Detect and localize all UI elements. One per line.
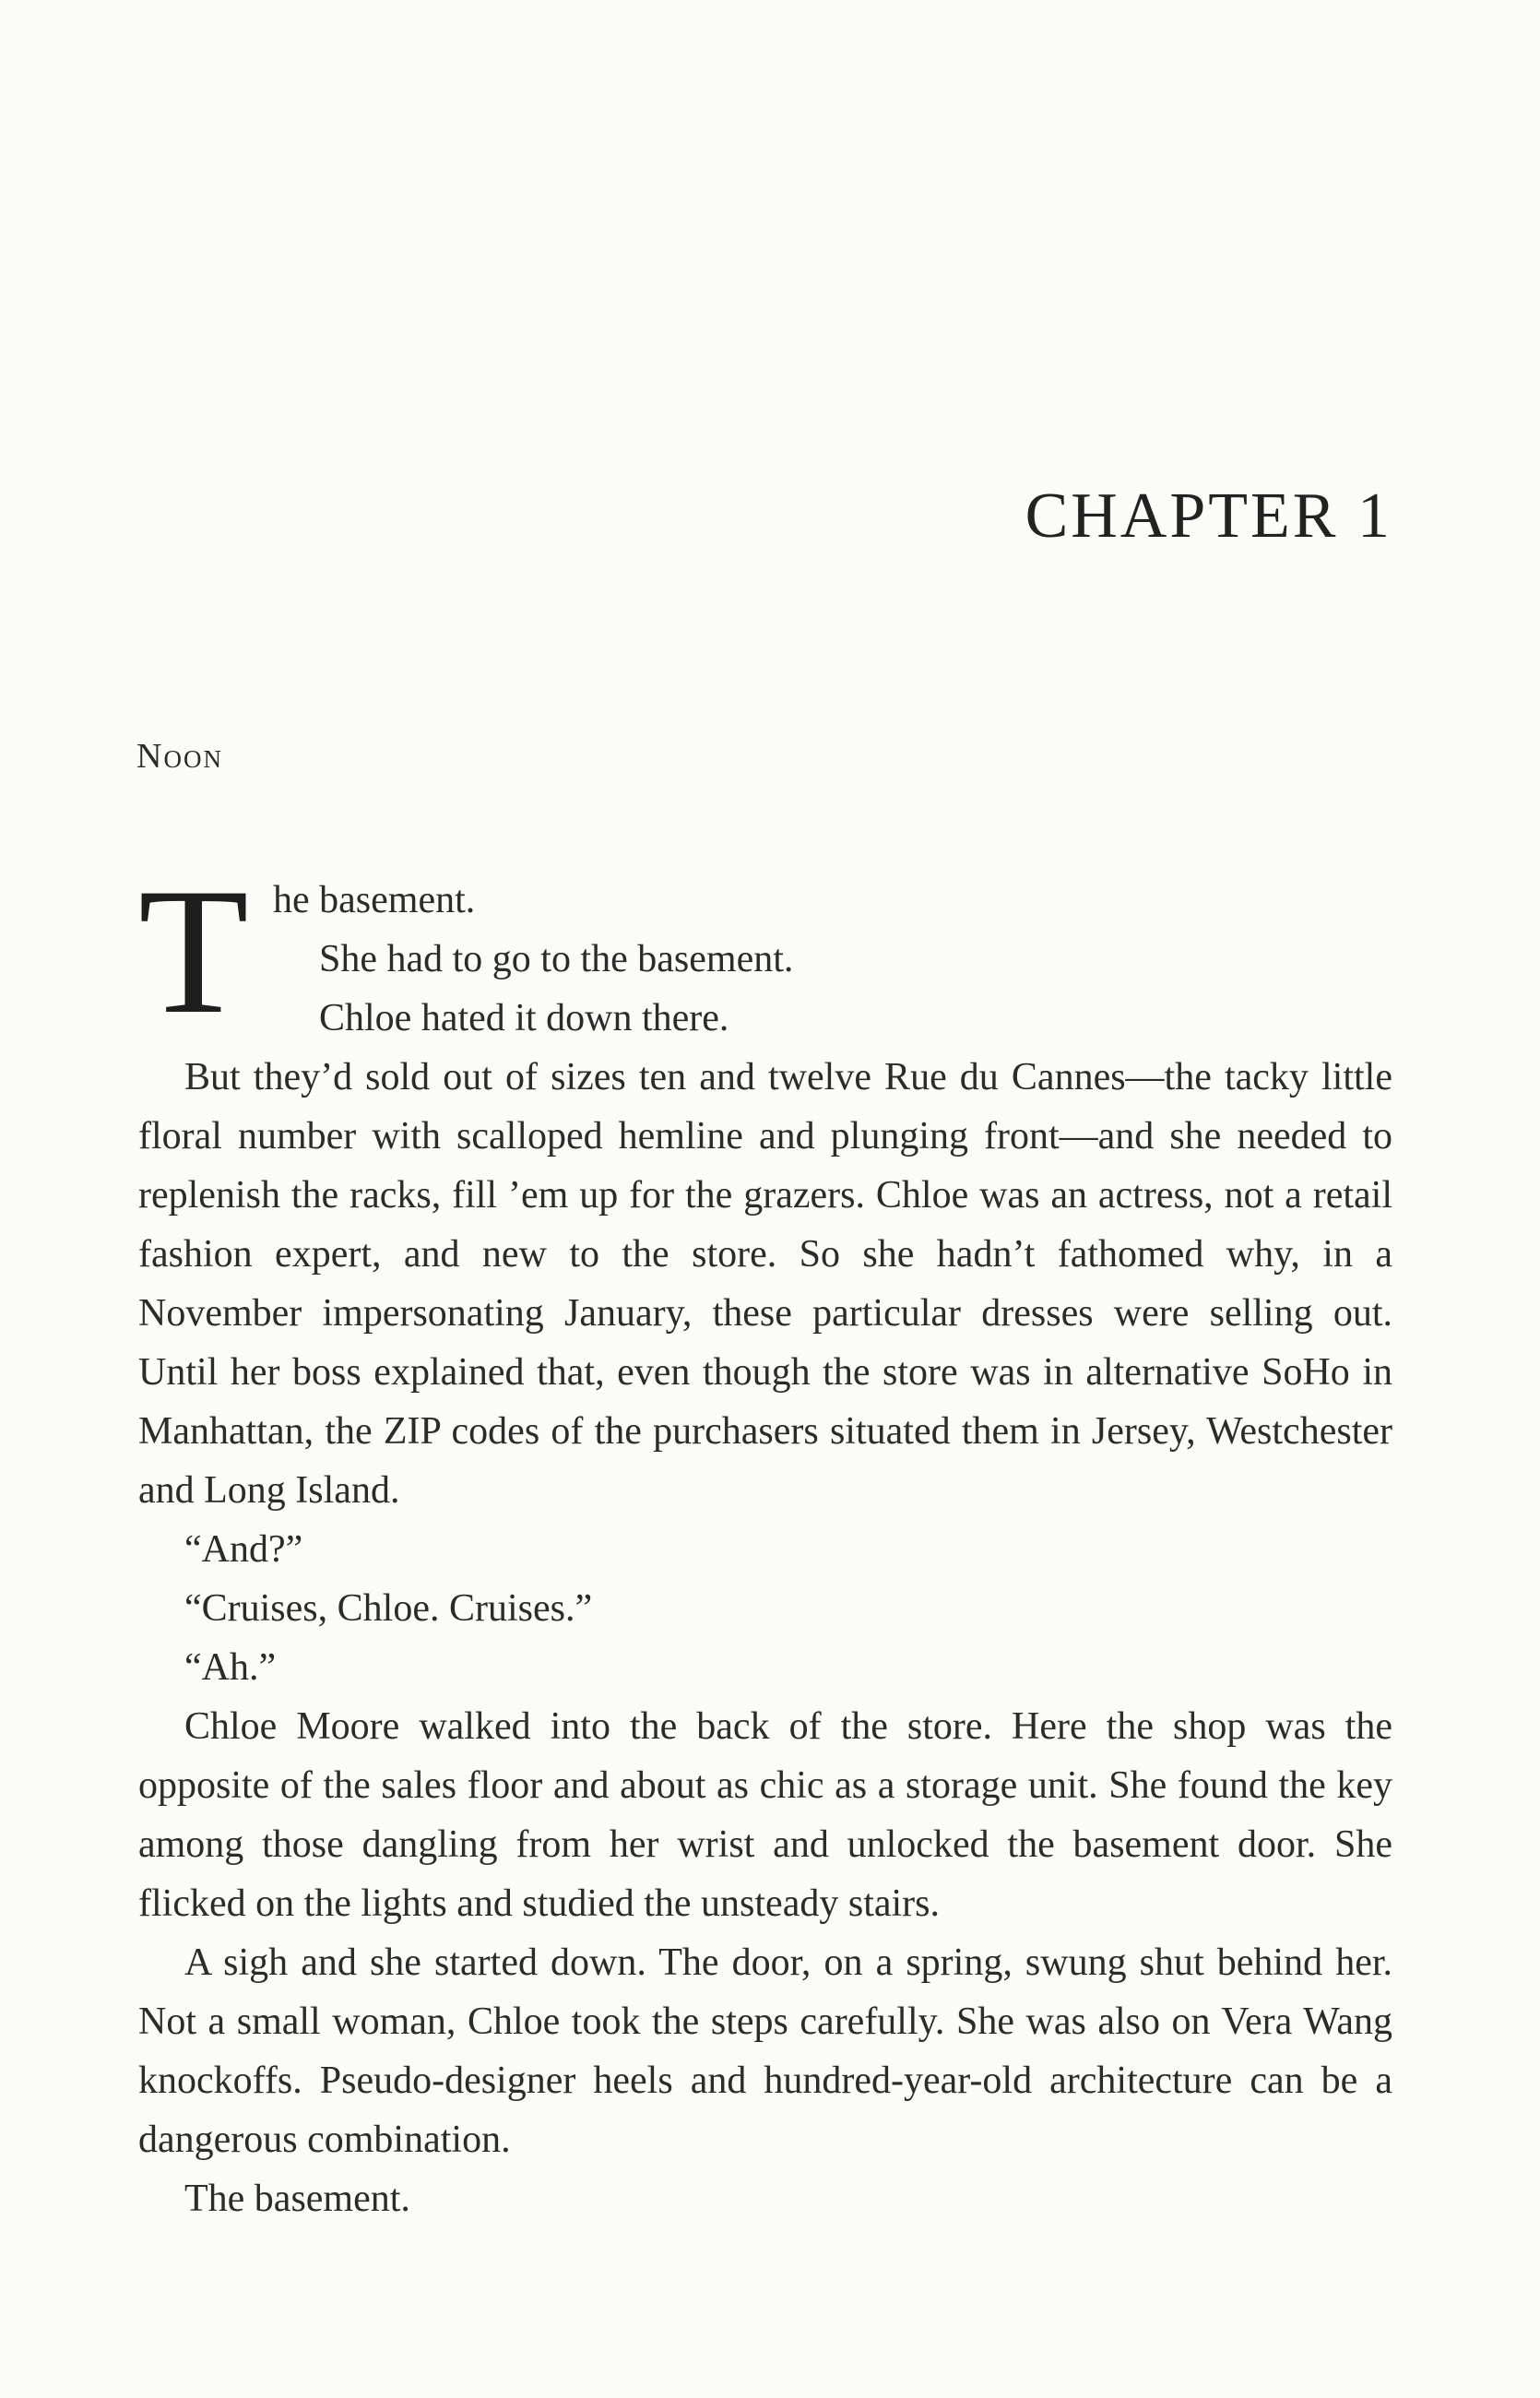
chapter-title: CHAPTER 1 xyxy=(1025,481,1392,552)
drop-cap: T xyxy=(138,851,249,1051)
opening-line-1: he basement. xyxy=(273,879,476,921)
paragraph: But they’d sold out of sizes ten and twelve Rue du Cannes—the tacky little floral number with scalloped hemline and plunging front—and she needed to replenish the racks, fill ’em up for the grazers. Chloe was an actress, not a retail fashion expert, and new to the store. So she hadn’t fathomed why, in a November impersonating January, these particular dresses were selling out. Until her boss explained that, even though the store was in alternative SoHo in Manhattan, the ZIP codes of the purchasers situated them in Jersey, Westchester and Long Island. xyxy=(138,1056,1392,1512)
opening-block xyxy=(138,851,1392,1051)
paragraph: The basement. xyxy=(184,2178,410,2220)
opening-line-3: Chloe hated it down there. xyxy=(319,997,729,1039)
paragraph: Chloe Moore walked into the back of the store. Here the shop was the opposite of the sales floor and about as chic as a storage unit. She found the key among those dangling from her wrist and unlocked the basement door. She flicked on the lights and studied the unsteady stairs. xyxy=(138,1705,1392,1925)
paragraph: “Cruises, Chloe. Cruises.” xyxy=(184,1587,593,1630)
paragraph: “And?” xyxy=(184,1528,303,1571)
opening-line-2: She had to go to the basement. xyxy=(319,938,794,980)
section-label-text: Noon xyxy=(136,737,223,776)
chapter-body xyxy=(138,851,1392,2228)
paragraph: “Ah.” xyxy=(184,1646,277,1689)
section-label xyxy=(136,736,223,777)
paragraph: A sigh and she started down. The door, on a spring, swung shut behind her. Not a small woman, Chloe took the steps carefully. She was also on Vera Wang knockoffs. Pseudo-designer heels and hundred-year-old architecture can be a dangerous combination. xyxy=(138,1941,1392,2161)
